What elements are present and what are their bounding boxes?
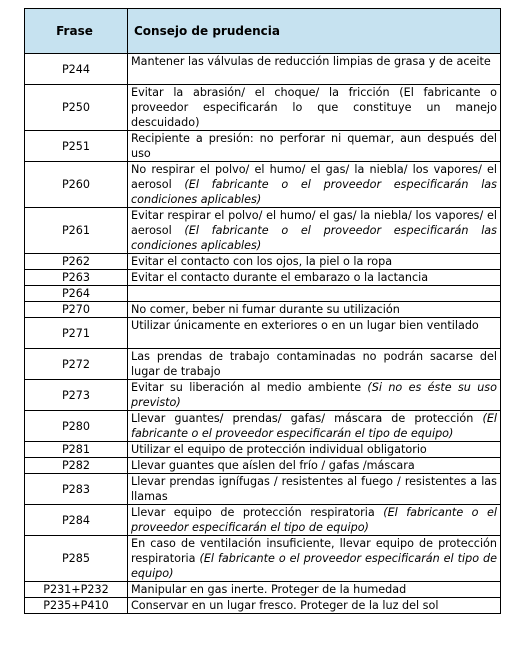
row-advice (128, 536, 501, 582)
advice-text: Conservar en un lugar fresco. Proteger de la luz del sol (131, 599, 439, 612)
table-row (25, 349, 501, 380)
table-row (25, 270, 501, 286)
advice-text: No comer, beber ni fumar durante su utilización (131, 303, 400, 316)
table-row (25, 536, 501, 582)
row-code: P273 (25, 380, 128, 411)
table-row (25, 254, 501, 270)
row-advice (128, 380, 501, 411)
table-row (25, 442, 501, 458)
row-code: P272 (25, 349, 128, 380)
row-advice (128, 286, 501, 302)
advice-text: Evitar el contacto durante el embarazo o la lactancia (131, 271, 429, 284)
row-advice (128, 302, 501, 318)
row-code: P264 (25, 286, 128, 302)
row-code: P270 (25, 302, 128, 318)
row-advice (128, 349, 501, 380)
advice-text: Recipiente a presión: no perforar ni quemar, aun después del uso (131, 132, 497, 160)
row-code: P284 (25, 505, 128, 536)
row-advice (128, 254, 501, 270)
table-row (25, 302, 501, 318)
advice-note: (El fabricante o el proveedor especificarán las condiciones aplicables) (131, 224, 497, 252)
advice-text: Utilizar únicamente en exteriores o en un lugar bien ventilado (131, 319, 479, 332)
row-advice (128, 270, 501, 286)
row-code: P235+P410 (25, 598, 128, 614)
row-advice (128, 598, 501, 614)
advice-text: Llevar prendas ignífugas / resistentes al fuego / resistentes a las llamas (131, 475, 497, 503)
table-row (25, 458, 501, 474)
table-row (25, 582, 501, 598)
table-row (25, 85, 501, 131)
advice-note: (El fabricante o el proveedor especificarán las condiciones aplicables) (131, 178, 497, 206)
advice-text: Evitar su liberación al medio ambiente (131, 381, 368, 394)
advice-text: Evitar la abrasión/ el choque/ la fricción (El fabricante o proveedor especificarán lo que constituye un manejo descuidado) (131, 86, 497, 129)
advice-text: Manipular en gas inerte. Proteger de la humedad (131, 583, 407, 596)
row-code: P250 (25, 85, 128, 131)
advice-text: Utilizar el equipo de protección individual obligatorio (131, 443, 427, 456)
row-advice (128, 505, 501, 536)
table-row (25, 131, 501, 162)
advice-note: (El fabricante o el proveedor especificarán el tipo de equipo) (131, 506, 497, 534)
row-code: P262 (25, 254, 128, 270)
table-row (25, 162, 501, 208)
advice-note: (El fabricante o el proveedor especificarán el tipo de equipo) (131, 552, 497, 580)
row-advice (128, 162, 501, 208)
table-row (25, 474, 501, 505)
advice-note: (El fabricante o el proveedor especificarán el tipo de equipo) (131, 412, 497, 440)
row-code: P260 (25, 162, 128, 208)
advice-note: (Si no es éste su uso previsto) (131, 381, 497, 409)
advice-text: Evitar el contacto con los ojos, la piel o la ropa (131, 255, 393, 268)
table-row (25, 208, 501, 254)
precaution-table (24, 8, 501, 614)
row-advice (128, 85, 501, 131)
row-advice (128, 54, 501, 85)
advice-text: Mantener las válvulas de reducción limpias de grasa y de aceite (131, 55, 491, 68)
table-row (25, 318, 501, 349)
row-code: P231+P232 (25, 582, 128, 598)
advice-text: No respirar el polvo/ el humo/ el gas/ la niebla/ los vapores/ el aerosol (131, 163, 497, 191)
row-code: P281 (25, 442, 128, 458)
row-code: P271 (25, 318, 128, 349)
header-code: Frase (25, 9, 128, 54)
row-code: P285 (25, 536, 128, 582)
advice-text: Llevar guantes que aíslen del frío / gafas /máscara (131, 459, 415, 472)
table-row (25, 380, 501, 411)
row-advice (128, 582, 501, 598)
table-row (25, 286, 501, 302)
row-advice (128, 318, 501, 349)
row-advice (128, 474, 501, 505)
header-advice: Consejo de prudencia (128, 9, 501, 54)
table-row (25, 54, 501, 85)
table-row (25, 505, 501, 536)
row-code: P283 (25, 474, 128, 505)
advice-text: Evitar respirar el polvo/ el humo/ el gas/ la niebla/ los vapores/ el aerosol (131, 209, 497, 237)
advice-text: En caso de ventilación insuficiente, llevar equipo de protección respiratoria (131, 537, 497, 565)
row-code: P280 (25, 411, 128, 442)
row-advice (128, 208, 501, 254)
row-code: P261 (25, 208, 128, 254)
advice-text: Las prendas de trabajo contaminadas no podrán sacarse del lugar de trabajo (131, 350, 497, 378)
row-advice (128, 131, 501, 162)
advice-text: Llevar equipo de protección respiratoria (131, 506, 384, 519)
header-row (25, 9, 501, 54)
row-advice (128, 411, 501, 442)
row-code: P263 (25, 270, 128, 286)
row-code: P244 (25, 54, 128, 85)
row-code: P251 (25, 131, 128, 162)
advice-text: Llevar guantes/ prendas/ gafas/ máscara de protección (131, 412, 483, 425)
row-code: P282 (25, 458, 128, 474)
table-body (25, 54, 501, 614)
table-row (25, 411, 501, 442)
row-advice (128, 442, 501, 458)
table-row (25, 598, 501, 614)
row-advice (128, 458, 501, 474)
